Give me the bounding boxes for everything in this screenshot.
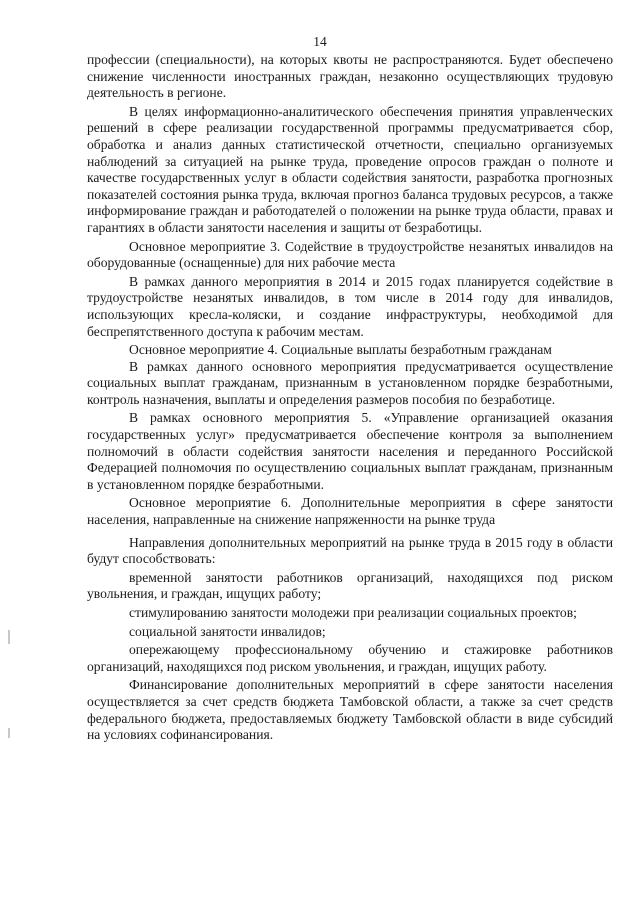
paragraph: В рамках данного основного мероприятия предусматривается осуществление социальных выплат гражданам, признанным в установленном порядке безработными, контроль назначения, выплаты и определения размеров пособия по безработице. (87, 358, 613, 407)
paragraph: В целях информационно-аналитического обеспечения принятия управленческих решений в сфере реализации государственной программы предусматривается сбор, обработка и анализ данных статистической отчетности, специально организуемых наблюдений за ситуацией на рынке труда, проведение опросов граждан о полноте и качестве государственных услуг в области содействия занятости, разработка прогнозных показателей состояния рынка труда, включая прогноз баланса трудовых ресурсов, а также информирование граждан и работодателей о положении на рынке труда области, правах и гарантиях в области занятости населения и защиты от безработицы. (87, 103, 613, 235)
paragraph: профессии (специальности), на которых квоты не распространяются. Будет обеспечено снижение численности иностранных граждан, незаконно осуществляющих трудовую деятельность в регионе. (87, 52, 613, 101)
list-item: опережающему профессиональному обучению и стажировке работников организаций, находящихся под риском увольнения, и граждан, ищущих работу. (87, 642, 613, 674)
paragraph: В рамках основного мероприятия 5. «Управление организацией оказания государственных услуг» предусматривается обеспечение контроля за выполнением полномочий в области содействия занятости населения и переданного Российской Федерацией полномочия по осуществлению социальных выплат гражданам, признанным в установленном порядке безработными. (87, 410, 613, 492)
page-number: 14 (313, 34, 327, 49)
section-heading: Основное мероприятие 6. Дополнительные мероприятия в сфере занятости населения, направленные на снижение напряженности на рынке труда (87, 495, 613, 528)
list-item: временной занятости работников организаций, находящихся под риском увольнения, и граждан, ищущих работу; (87, 569, 613, 602)
paragraph: Направления дополнительных мероприятий на рынке труда в 2015 году в области будут способствовать: (87, 534, 613, 567)
margin-scan-mark (8, 728, 10, 738)
paragraph: В рамках данного мероприятия в 2014 и 2015 годах планируется содействие в трудоустройстве незанятых инвалидов, в том числе в 2014 году для инвалидов, использующих кресла-коляски, и создание инфраструктуры, необходимой для беспрепятственного доступа к рабочим местам. (87, 273, 613, 339)
list-item: социальной занятости инвалидов; (129, 623, 326, 639)
margin-scan-mark (8, 630, 10, 644)
paragraph: Финансирование дополнительных мероприятий в сфере занятости населения осуществляется за счет средств бюджета Тамбовской области, а также за счет средств федерального бюджета, предоставляемых бюджету Тамбовской области в виде субсидий на условиях софинансирования. (87, 677, 613, 743)
section-heading: Основное мероприятие 4. Социальные выплаты безработным гражданам (129, 342, 552, 358)
document-body (87, 52, 613, 744)
section-heading: Основное мероприятие 3. Содействие в трудоустройстве незанятых инвалидов на оборудованные (оснащенные) для них рабочие места (87, 238, 613, 271)
list-item: стимулированию занятости молодежи при реализации социальных проектов; (129, 605, 577, 620)
